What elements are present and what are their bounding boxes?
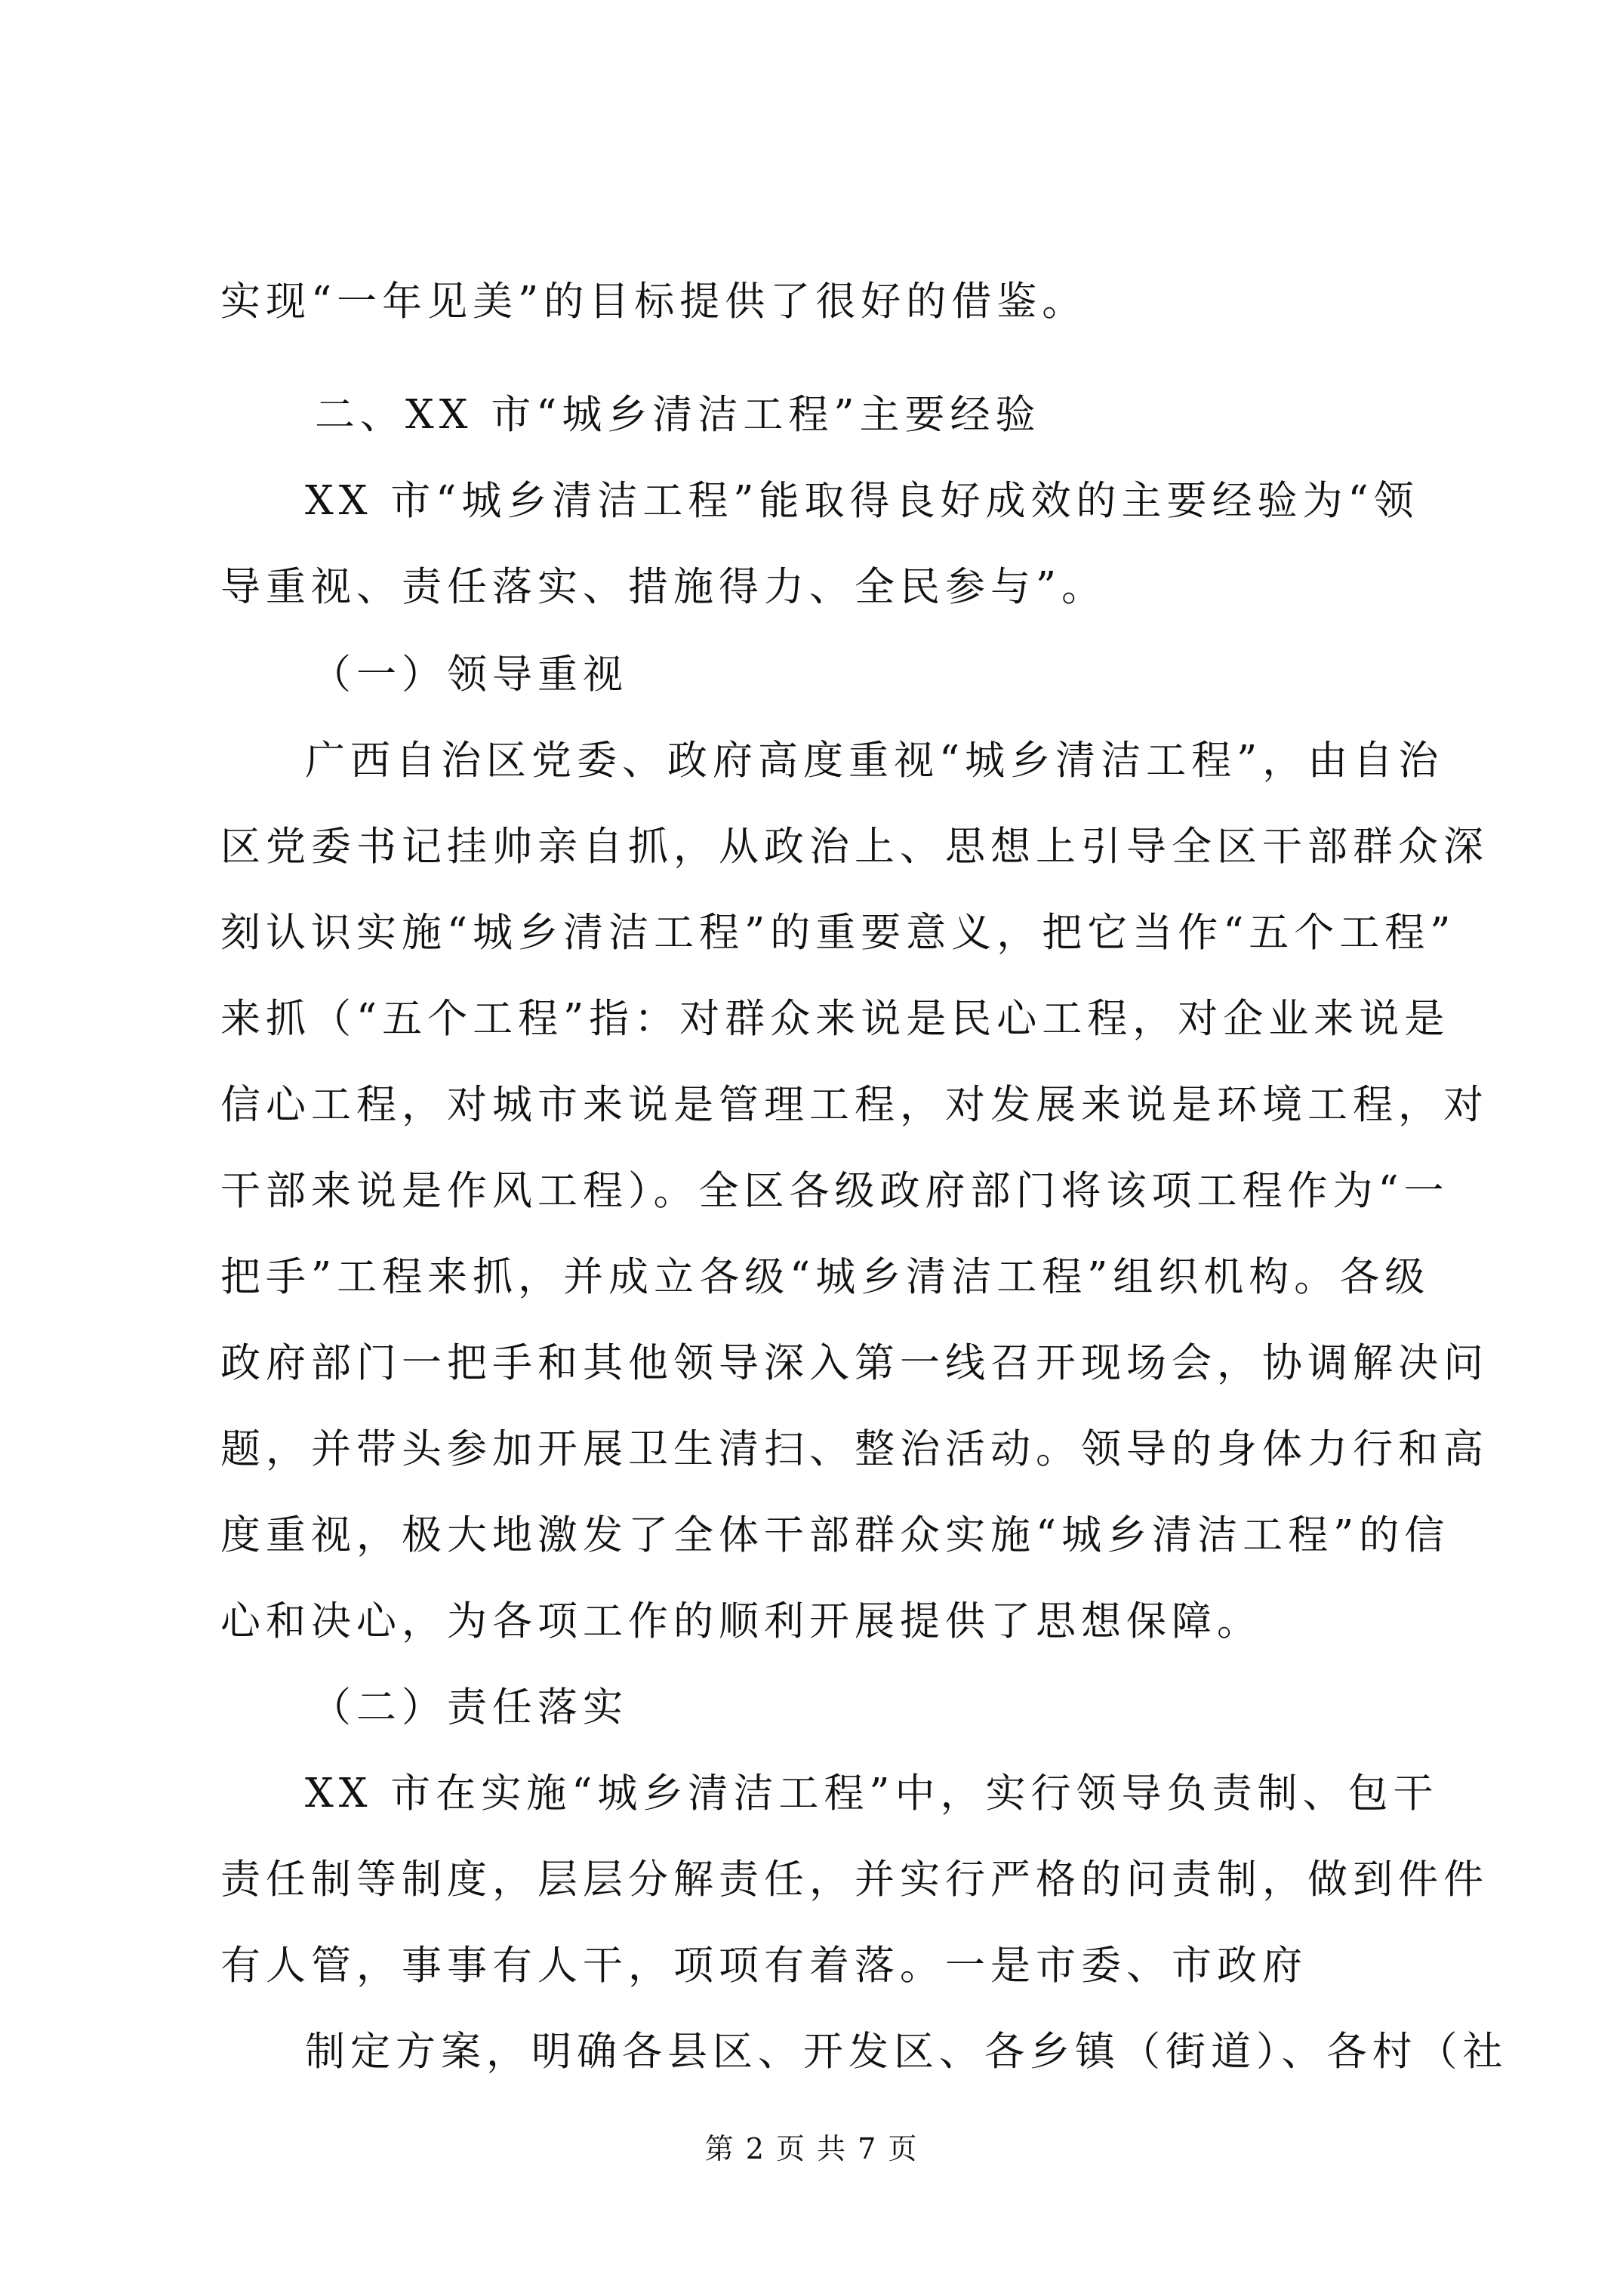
text-line: 实现“一年见美”的目标提供了很好的借鉴。 (220, 279, 1088, 325)
text-line: 区党委书记挂帅亲自抓，从政治上、思想上引导全区干部群众深 (220, 824, 1489, 870)
text-line: 责任制等制度，层层分解责任，并实行严格的问责制，做到件件 (220, 1857, 1489, 1903)
text-line: 广西自治区党委、政府高度重视“城乡清洁工程”，由自治 (305, 738, 1444, 784)
text-line: 制定方案，明确各县区、开发区、各乡镇（街道）、各村（社 (305, 2029, 1508, 2075)
subsection-heading: （一）领导重视 (311, 652, 628, 698)
text-line: 心和决心，为各项工作的顺利开展提供了思想保障。 (220, 1598, 1262, 1644)
page-number-footer: 第 2 页 共 7 页 (704, 2132, 919, 2165)
text-line: 来抓（“五个工程”指：对群众来说是民心工程，对企业来说是 (220, 996, 1450, 1042)
subsection-heading: （二）责任落实 (311, 1684, 628, 1730)
text-line: XX 市在实施“城乡清洁工程”中，实行领导负责制、包干 (305, 1771, 1439, 1817)
text-line: 题，并带头参加开展卫生清扫、整治活动。领导的身体力行和高 (220, 1426, 1489, 1472)
section-heading: 二、XX 市“城乡清洁工程”主要经验 (315, 392, 1041, 438)
text-line: 信心工程，对城市来说是管理工程，对发展来说是环境工程，对 (220, 1082, 1489, 1128)
text-line: XX 市“城乡清洁工程”能取得良好成效的主要经验为“领 (305, 478, 1419, 524)
text-line: 导重视、责任落实、措施得力、全民参与”。 (220, 564, 1107, 610)
text-line: 干部来说是作风工程）。全区各级政府部门将该项工程作为“一 (220, 1168, 1449, 1214)
text-line: 刻认识实施“城乡清洁工程”的重要意义，把它当作“五个工程” (220, 910, 1456, 956)
text-line: 有人管，事事有人干，项项有着落。一是市委、市政府 (220, 1943, 1307, 1989)
text-line: 度重视，极大地激发了全体干部群众实施“城乡清洁工程”的信 (220, 1512, 1450, 1558)
text-line: 把手”工程来抓，并成立各级“城乡清洁工程”组织机构。各级 (220, 1254, 1431, 1300)
text-line: 政府部门一把手和其他领导深入第一线召开现场会，协调解决问 (220, 1340, 1489, 1386)
